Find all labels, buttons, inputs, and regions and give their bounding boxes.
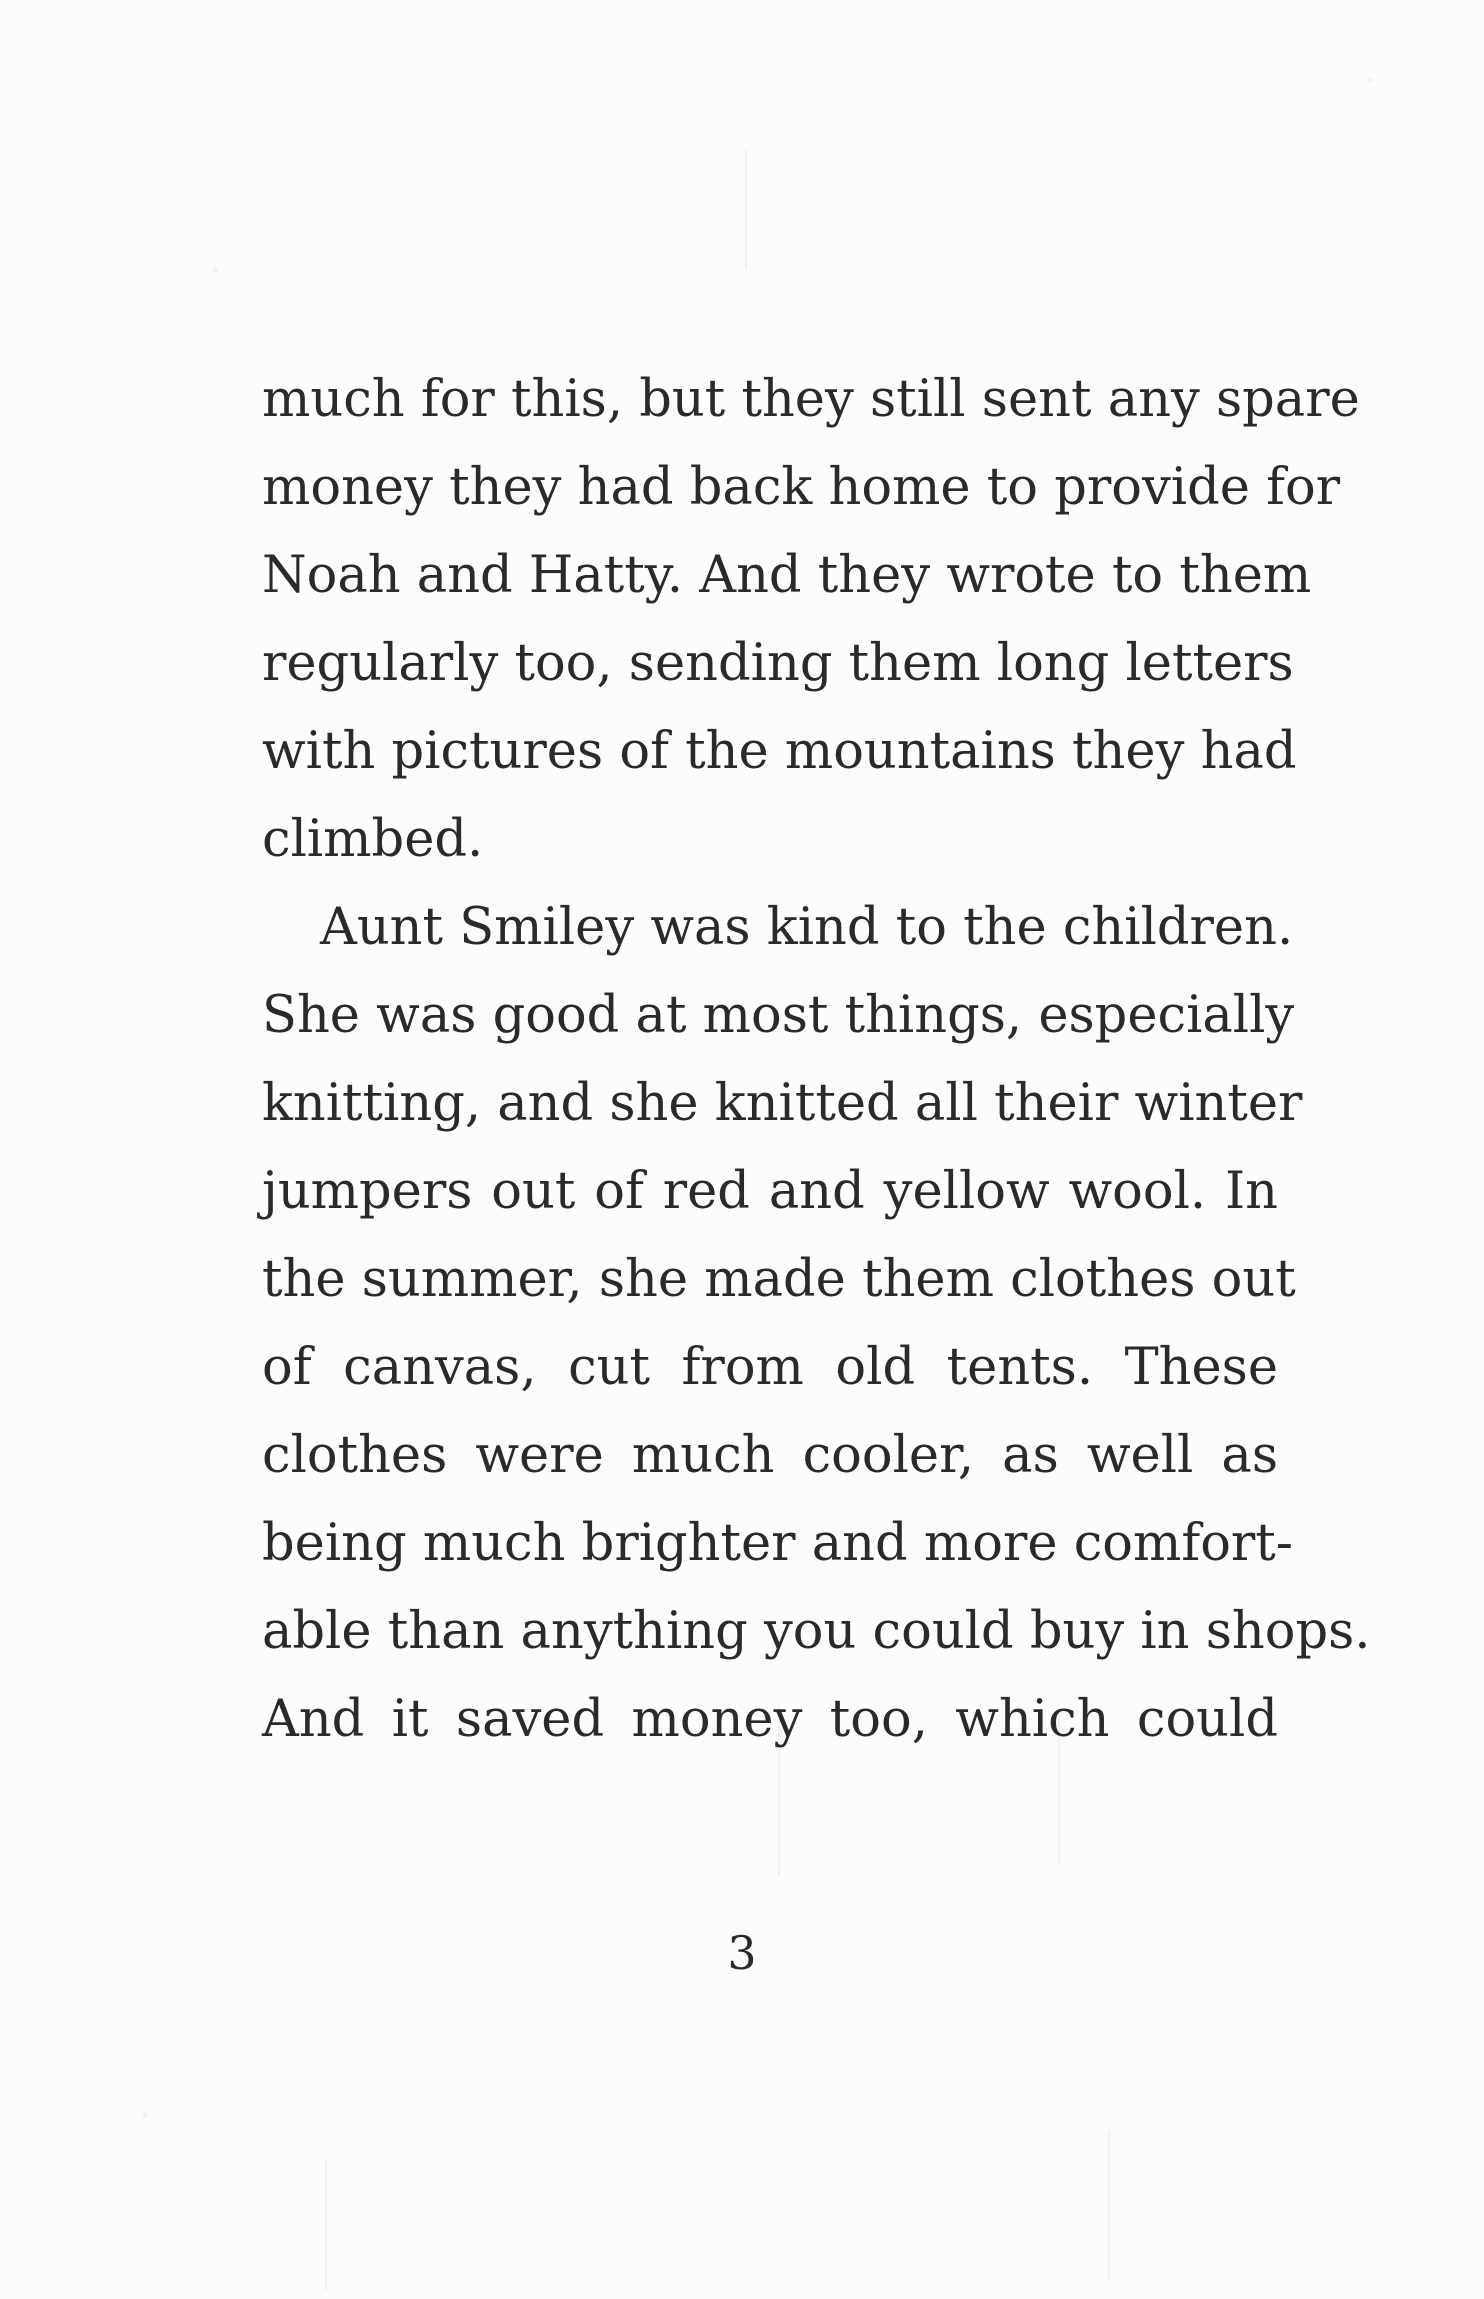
scan-artifact bbox=[1108, 2130, 1110, 2280]
scan-artifact bbox=[745, 150, 747, 270]
text-line: climbed. bbox=[262, 810, 484, 869]
text-line: being much brighter and more comfort- bbox=[262, 1514, 1294, 1573]
text-line: the summer, she made them clothes out bbox=[262, 1250, 1296, 1309]
text-line: of canvas, cut from old tents. These bbox=[262, 1338, 1278, 1397]
paragraph-1 bbox=[262, 356, 1360, 884]
text-line: able than anything you could buy in shops. bbox=[262, 1602, 1371, 1661]
page-number: 3 bbox=[727, 1926, 757, 1980]
scan-artifact bbox=[325, 2160, 327, 2290]
text-line: Aunt Smiley was kind to the children. bbox=[320, 898, 1294, 957]
body-text bbox=[262, 356, 1371, 1764]
text-line: She was good at most things, especially bbox=[262, 986, 1295, 1045]
text-line: regularly too, sending them long letters bbox=[262, 634, 1294, 693]
text-line: with pictures of the mountains they had bbox=[262, 722, 1297, 781]
text-line: much for this, but they still sent any spare bbox=[262, 370, 1360, 429]
text-line: jumpers out of red and yellow wool. In bbox=[262, 1162, 1278, 1221]
text-line: clothes were much cooler, as well as bbox=[262, 1426, 1278, 1485]
text-line: knitting, and she knitted all their winter bbox=[262, 1074, 1303, 1133]
text-line: money they had back home to provide for bbox=[262, 458, 1341, 517]
text-line: And it saved money too, which could bbox=[262, 1690, 1278, 1749]
paragraph-2 bbox=[262, 884, 1371, 1764]
text-line: Noah and Hatty. And they wrote to them bbox=[262, 546, 1312, 605]
